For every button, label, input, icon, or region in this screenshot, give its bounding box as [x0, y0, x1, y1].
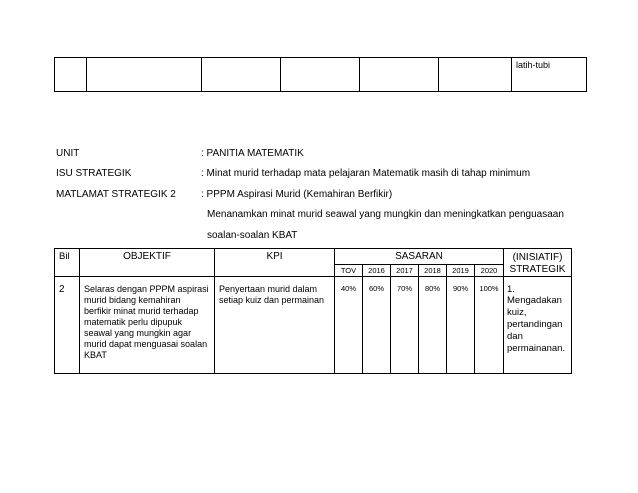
fragment-cell	[281, 58, 360, 92]
strategic-plan-table	[54, 248, 572, 374]
matlamat-value: : PPPM Aspirasi Murid (Kemahiran Berfikir)	[201, 189, 393, 200]
matlamat-label: MATLAMAT STRATEGIK 2	[56, 189, 176, 200]
unit-value: : PANITIA MATEMATIK	[201, 148, 304, 159]
cell-inisiatif	[504, 277, 572, 374]
inisiatif-number: 1.	[507, 284, 515, 295]
matlamat-line-2: Menanamkan minat murid seawal yang mungkin dan meningkatkan penguasaan	[207, 209, 564, 220]
header-inisiatif-line-1: (INISIATIF)	[512, 252, 563, 263]
header-kpi: KPI	[215, 249, 335, 277]
fragment-cell	[360, 58, 439, 92]
cell-target: 90%	[447, 277, 475, 374]
header-sasaran: SASARAN	[335, 249, 504, 265]
header-year: 2018	[419, 264, 447, 276]
cell-bil: 2	[55, 277, 80, 374]
inisiatif-text: Mengadakan kuiz, pertandingan dan permainanan.	[507, 295, 566, 354]
fragment-cell	[202, 58, 281, 92]
cell-target: 60%	[363, 277, 391, 374]
header-year: 2016	[363, 264, 391, 276]
cell-target: 100%	[475, 277, 504, 374]
cell-target: 80%	[419, 277, 447, 374]
isu-value: : Minat murid terhadap mata pelajaran Matematik masih di tahap minimum	[201, 168, 531, 179]
unit-label: UNIT	[56, 148, 80, 159]
fragment-cell-latih-tubi: latih-tubi	[512, 58, 587, 92]
cell-target: 70%	[391, 277, 419, 374]
fragment-cell	[87, 58, 202, 92]
previous-table-fragment	[54, 57, 587, 92]
cell-kpi: Penyertaan murid dalam setiap kuiz dan permainan	[215, 277, 335, 374]
isu-label: ISU STRATEGIK	[56, 168, 132, 179]
header-year: TOV	[335, 264, 363, 276]
header-inisiatif-line-2: STRATEGIK	[509, 264, 566, 275]
fragment-cell	[439, 58, 512, 92]
header-objektif: OBJEKTIF	[80, 249, 215, 277]
cell-objektif: Selaras dengan PPPM aspirasi murid bidang kemahiran berfikir minat murid terhadap matematik perlu dipupuk seawal yang mungkin agar murid dapat menguasai soalan KBAT	[80, 277, 215, 374]
cell-target: 40%	[335, 277, 363, 374]
header-year: 2019	[447, 264, 475, 276]
header-year: 2017	[391, 264, 419, 276]
header-year: 2020	[475, 264, 504, 276]
matlamat-line-3: soalan-soalan KBAT	[207, 230, 298, 241]
header-inisiatif	[504, 249, 572, 277]
fragment-cell	[55, 58, 87, 92]
header-bil: Bil	[55, 249, 80, 277]
